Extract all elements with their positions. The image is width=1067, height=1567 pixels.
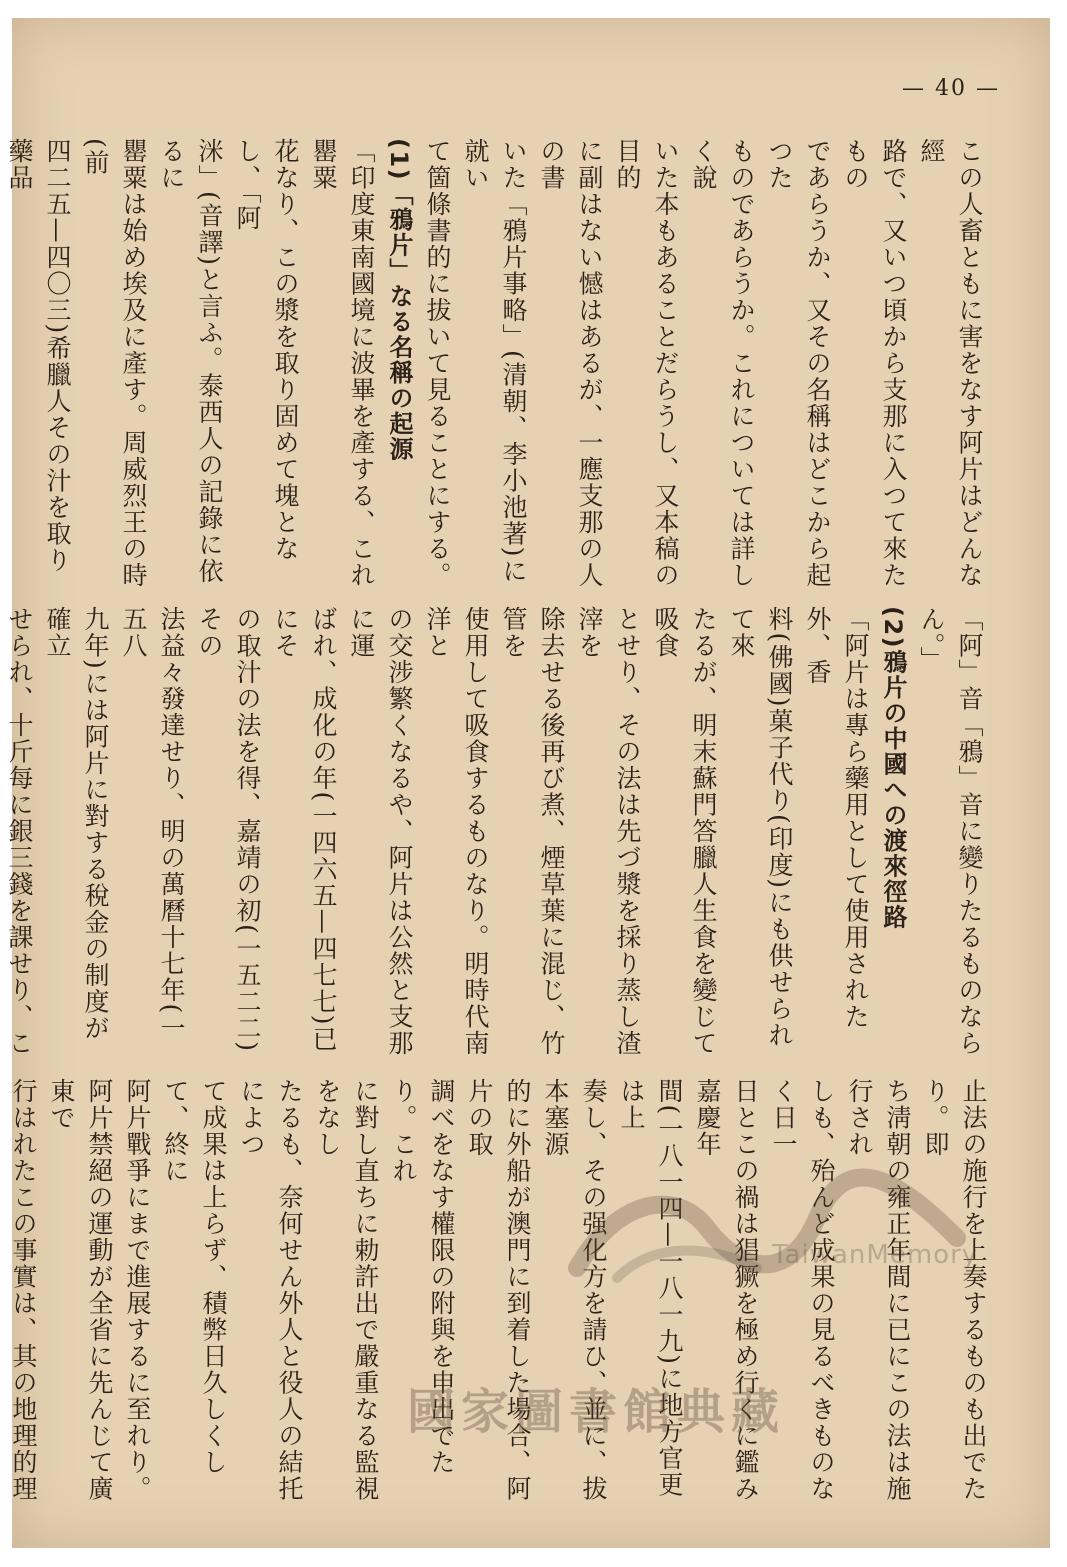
text-column: ばれ、成化の年(一四六五—四七七)已にそ — [271, 606, 338, 1053]
text-column: 間(一八一四—一八一九)に地方官更は上 — [617, 1078, 684, 1499]
section-heading-1: (1)「鴉片」なる名稱の起源 — [385, 138, 413, 462]
text-column: 除去せる後再び煮、煙草葉に混じ、竹管を — [499, 606, 566, 1057]
text-column: て箇條書的に拔いて見ることにする。 — [423, 138, 452, 589]
text-column: 路で、又いつ頃から支那に入つて來たもの — [841, 138, 908, 589]
section-heading-2: (2)鴉片の中國への渡來徑路 — [879, 606, 907, 930]
text-column: であらうか、又その名稱はどこから起つた — [765, 138, 832, 589]
text-column: 「阿」音「鴉」音に變りたるものならん。」 — [917, 606, 984, 1057]
text-column: たるが、明末蘇門答臘人生食を變じて吸食 — [651, 606, 718, 1057]
text-column: 使用して吸食するものなり。明時代南洋と — [423, 606, 490, 1057]
text-block-top — [5, 138, 988, 598]
text-column: の取汁の法を得、嘉靖の初(一五二二)その — [195, 606, 262, 1053]
watermark-latin: TaiwanMemory — [772, 1240, 979, 1270]
text-column: 「阿片は專ら藥用として使用された外、香 — [803, 606, 870, 1030]
watermark-logo — [557, 1158, 977, 1308]
text-column: ち淸朝の雍正年間に已にこの法は施行され — [845, 1078, 912, 1502]
text-column: 奏し、その强化方を請ひ、並に、拔本塞源 — [541, 1078, 608, 1502]
text-column: 洣」(音譯)と言ふ。泰西人の記錄に依るに — [157, 138, 224, 585]
text-column: いた「鴉片事略」(清朝、李小池著)に就い — [461, 138, 528, 585]
text-column: いた本もあることだらうし、又本稿の目的 — [613, 138, 680, 589]
text-column: 阿片戰爭にまで進展するに至れり。 — [123, 1078, 152, 1502]
text-column: せられ、十斤每に銀三錢を課せり、こ — [5, 606, 34, 1057]
text-column: しも、殆んど成果の見るべきものなく日一 — [769, 1078, 836, 1502]
text-column: この人畜ともに害をなす阿片はどんな經 — [917, 138, 984, 589]
text-column: 的に外船が澳門に到着した場合、阿片の取 — [465, 1078, 532, 1502]
text-column: に副はない憾はあるが、一應支那の人の書 — [537, 138, 604, 589]
text-column: 罌粟は始め埃及に產す。周威烈王の時(前 — [81, 138, 148, 589]
text-column: ものであらうか。これについては詳しく說 — [689, 138, 756, 589]
document-page — [5, 18, 1050, 1548]
text-column: 行はれたこの事實は、其の地理的理 — [9, 1078, 38, 1502]
text-column: 調べをなす權限の附與を申出でたり。これ — [389, 1078, 456, 1476]
page-number: — 40 — — [902, 76, 1000, 101]
text-column: 四二五—四〇三)希臘人その汁を取り藥品 — [5, 138, 72, 574]
text-column: 阿片禁絕の運動が全省に先んじて廣東で — [47, 1078, 114, 1502]
text-column: 日とこの禍は猖獗を極め行くに鑑み嘉慶年 — [693, 1078, 760, 1502]
text-column: て成果は上らず、積弊日久しくして、終に — [161, 1078, 228, 1476]
text-column: 止法の施行を上奏するものも出でたり。即 — [921, 1078, 988, 1502]
text-column: 花なり、この漿を取り固めて塊となし、「阿 — [233, 138, 300, 562]
text-block-middle — [5, 606, 988, 1066]
text-column: 「印度東南國境に波畢を產する、これ罌粟 — [309, 138, 376, 589]
text-column: 料(佛國)菓子代り(印度)にも供せられて來 — [727, 606, 794, 1049]
text-column: に對し直ちに勅許出で嚴重なる監視をなし — [313, 1078, 380, 1502]
text-column: とせり、その法は先づ漿を採り蒸し渣滓を — [575, 606, 642, 1057]
text-column: の交涉繁くなるや、阿片は公然と支那に運 — [347, 606, 414, 1057]
text-column: 法益々發達せり、明の萬曆十七年(一五八 — [119, 606, 186, 1042]
text-column: たるも、奈何せん外人と役人の結托によつ — [237, 1078, 304, 1502]
text-column: 九年)には阿片に對する稅金の制度が確立 — [43, 606, 110, 1042]
watermark-text: 國家圖書館典藏 — [407, 1384, 786, 1440]
